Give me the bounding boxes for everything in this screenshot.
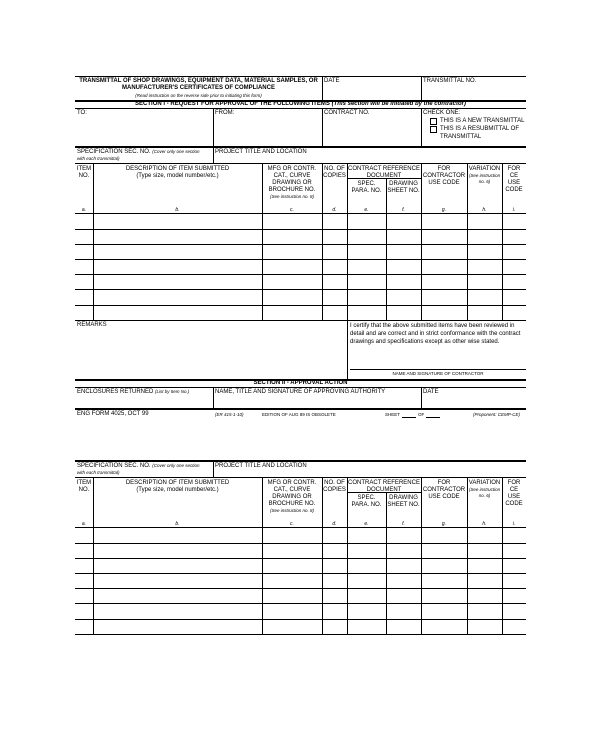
section2-date-label: DATE [423,389,439,395]
t2-letter-c: c. [290,521,294,527]
t2-spec-sec-note-2: with each transmittal) [77,470,120,475]
t1-mfg [262,166,322,200]
t2-col-d [322,477,323,634]
t2-row-line [75,573,526,574]
t2-contract-ref [347,480,421,494]
to-label: TO: [77,110,87,116]
t1-ce-2: CE [509,173,519,179]
header-divider-1 [322,76,323,100]
section2-title: SECTION II - APPROVAL ACTION [253,380,348,386]
t2-for-contractor-3: USE CODE [428,494,460,500]
spec-sec-note-2: with each transmittal) [77,156,120,161]
t1-mfg-2: CAT., CURVE [273,173,311,179]
check-one-label: CHECK ONE: [423,110,461,116]
t1-drawing-sheet [386,181,421,195]
t1-row-line [75,289,526,290]
enclosures-text: ENCLOSURES RETURNED [77,389,154,395]
form-title-line2: MANUFACTURER'S CERTIFICATES OF COMPLIANCE [122,85,275,91]
t2-drawing-sheet [386,495,421,509]
t2-ce-4: CODE [505,501,523,507]
contractor-signature-label: NAME AND SIGNATURE OF CONTRACTOR [392,371,484,376]
t2-mfg-1: MFG OR CONTR. [267,480,317,486]
t1-row-line [75,213,526,214]
project-title-label: PROJECT TITLE AND LOCATION [215,149,307,155]
t2-bottom [75,634,526,635]
section2-bottom [75,387,526,388]
t1-for-ce [502,166,526,194]
certify-line1: I certify that the above submitted items have been reviewed in [350,323,515,329]
t1-item-no-2: NO. [78,173,90,179]
t1-drawing-sheet-1: DRAWING [389,181,418,187]
t2-spec-sec-note: (Cover only one section [152,463,200,468]
t1-col-b [93,163,94,320]
t1-mfg-4: BROCHURE NO. [268,187,316,193]
certify-line2: detail and are correct and in strict conformance with the contract [350,331,521,337]
t2-ce-3: USE [507,494,521,500]
t2-letter-h: h. [482,521,487,527]
of-blank[interactable] [426,417,440,418]
enclosures-label [77,389,189,396]
transmittal-no-label: TRANSMITTAL NO. [423,78,477,84]
t1-letter-a: a. [81,207,87,213]
t1-col-d [322,163,323,320]
date-label: DATE [324,78,340,84]
t1-variation-3: no. 6) [478,178,491,184]
section1-title-text: SECTION I - REQUEST FOR APPROVAL OF THE FOLLOWING ITEMS [135,101,330,107]
t2-spec-para-1: SPEC. [357,495,376,501]
signature-line [350,369,526,370]
t1-for-contractor-2: CONTRACTOR [422,173,466,179]
t2-desc-2: (Type size, model number/etc.) [136,487,219,493]
t2-spec-para-2: PARA. NO. [351,502,382,508]
t1-item-no-1: ITEM [76,166,92,172]
to-from-divider [213,108,214,146]
section1-note: (This section will be initiated by the contractor) [331,101,466,107]
t2-contract-ref-2: DOCUMENT [366,487,402,493]
t2-row-line [75,543,526,544]
t2-spec-sec-text: SPECIFICATION SEC. NO. [77,463,151,469]
enclosures-divider [213,387,214,408]
t1-variation [467,166,502,184]
t2-variation-2: (See instruction [468,487,501,492]
t1-row-line [75,229,526,230]
new-transmittal-checkbox[interactable] [430,118,437,125]
t2-for-contractor-1: FOR [437,480,451,486]
t2-letter-e: e. [364,521,369,527]
t1-ce-3: USE [507,180,521,186]
t2-desc-1: DESCRIPTION OF ITEM SUBMITTED [125,480,230,486]
section2-end [75,408,526,410]
t2-drawing-sheet-1: DRAWING [389,495,418,501]
t2-for-ce [502,480,526,508]
t2-letter-f: f. [402,521,405,527]
from-contract-divider [322,108,323,146]
t1-col-f [386,178,387,320]
edition-note: EDITION OF AUG 89 IS OBSOLETE [262,412,336,417]
t2-drawing-sheet-2: SHEET NO. [387,502,420,508]
t1-contract-ref-2: DOCUMENT [366,173,402,179]
t1-bottom [75,320,526,321]
t2-mfg-note: (See instruction no. 8) [269,508,315,513]
t1-spec-para [347,181,386,195]
t2-desc [93,480,262,494]
header-divider-2 [421,76,422,100]
t2-row-line [75,619,526,620]
t2-spec-para [347,495,386,509]
approving-authority-label: NAME, TITLE AND SIGNATURE OF APPROVING AUTHORITY [215,389,386,395]
t2-letter-i: i. [512,521,516,527]
t1-row-line [75,305,526,306]
t1-letter-f: f. [402,207,405,213]
t2-item-no-1: ITEM [76,480,92,486]
t1-letter-e: e. [364,207,369,213]
resubmittal-label: THIS IS A RESUBMITTAL OF [440,126,520,132]
t1-copies [322,166,347,180]
t2-mfg [262,480,322,514]
contract-no-label: CONTRACT NO. [324,110,370,116]
t2-variation-3: no. 6) [478,492,491,498]
form-title-line1: TRANSMITTAL OF SHOP DRAWINGS, EQUIPMENT DATA, MATERIAL SAMPLES, OR [79,78,318,84]
top-border [75,76,526,77]
t1-letter-i: i. [512,207,516,213]
t1-ce-4: CODE [505,187,523,193]
of-label: OF [418,412,425,417]
spec-sec-text: SPECIFICATION SEC. NO. [77,149,151,155]
t1-for-contractor [421,166,467,187]
t1-letter-h: h. [482,207,487,213]
t2-letter-a: a. [81,521,87,527]
table1-top [75,146,526,148]
t2-row-line [75,527,526,528]
t2-col-h [467,477,468,634]
t1-desc-1: DESCRIPTION OF ITEM SUBMITTED [125,166,230,172]
t2-letter-g: g. [441,521,447,527]
t2-mfg-4: BROCHURE NO. [268,501,316,507]
t1-row-line [75,259,526,260]
t2-letter-d: d. [332,521,337,527]
er-reference: (ER 415-1-10) [215,412,244,417]
t2-spec-sec-label [77,463,200,470]
from-label: FROM: [215,110,235,116]
t1-row-line [75,244,526,245]
t1-desc-2: (Type size, model number/etc.) [136,173,219,179]
t2-for-contractor-2: CONTRACTOR [422,487,466,493]
t1-letter-c: c. [290,207,294,213]
t2-contract-ref-1: CONTRACT REFERENCE [348,480,420,486]
resubmittal-checkbox[interactable] [430,126,437,133]
t2-copies [322,480,347,494]
t2-spec-bottom [75,477,526,478]
t2-item-no [75,480,93,494]
t1-copies-1: NO. OF [324,166,345,172]
t1-variation-1: VARIATION [468,166,501,172]
t1-letter-d: d. [332,207,337,213]
t2-ce-2: CE [509,487,519,493]
t1-for-contractor-3: USE CODE [428,180,460,186]
resubmittal-label-2: TRANSMITTAL [440,134,482,140]
t1-row-line [75,274,526,275]
certify-line3: drawings and specifications except as other wise stated. [350,339,500,345]
t1-drawing-sheet-2: SHEET NO. [387,188,420,194]
t1-mfg-1: MFG OR CONTR. [267,166,317,172]
table1-spec-bottom [75,163,526,164]
t1-item-no [75,166,93,180]
t1-mfg-3: DRAWING OR [272,180,312,186]
t1-col-h [467,163,468,320]
remarks-divider [347,320,348,380]
spec-sec-note: (Cover only one section [152,149,200,154]
t1-contract-ref-1: CONTRACT REFERENCE [348,166,420,172]
t1-spec-para-2: PARA. NO. [351,188,382,194]
enclosures-note: (List by Item No.) [155,389,190,394]
t2-ce-1: FOR [507,480,521,486]
t2-project-title-label: PROJECT TITLE AND LOCATION [215,463,307,469]
table2-top [75,460,526,462]
t2-spec-project-divider [213,460,214,477]
spec-sec-label [77,149,200,156]
proponent-label: (Proponent: CEMP-CE) [473,412,521,417]
t2-copies-2: COPIES [323,487,346,493]
t2-row-line [75,603,526,604]
spec-project-divider [213,146,214,163]
t2-col-f [386,492,387,634]
sheet-label: SHEET [385,412,401,417]
t1-letter-g: g. [441,207,447,213]
contract-check-divider [421,108,422,146]
t2-mfg-3: DRAWING OR [272,494,312,500]
t2-variation-1: VARIATION [468,480,501,486]
t2-mfg-2: CAT., CURVE [273,487,311,493]
t2-col-b [93,477,94,634]
t1-for-contractor-1: FOR [437,166,451,172]
t1-variation-2: (See instruction [468,173,501,178]
form-instruction: (Read instruction on the reverse side prior to initiating this form) [135,93,262,98]
form-number: ENG FORM 4025, OCT 99 [77,411,149,417]
t1-ce-1: FOR [507,166,521,172]
section1-bottom [75,108,526,109]
t2-variation [467,480,502,498]
t2-for-contractor [421,480,467,501]
t2-row-line [75,558,526,559]
t1-spec-para-1: SPEC. [357,181,376,187]
section1-title [75,101,526,108]
new-transmittal-label: THIS IS A NEW TRANSMITTAL [440,118,525,124]
t2-copies-1: NO. OF [324,480,345,486]
t1-desc [93,166,262,180]
t1-contract-ref [347,166,421,180]
t2-item-no-2: NO. [78,487,90,493]
t1-mfg-note: (See instruction no. 8) [269,194,315,199]
t1-copies-2: COPIES [323,173,346,179]
approving-date-divider [421,387,422,408]
remarks-label: REMARKS [77,322,107,328]
t2-row-line [75,588,526,589]
t1-letter-b: b. [175,207,180,213]
sheet-blank[interactable] [402,417,416,418]
t2-letter-b: b. [175,521,180,527]
